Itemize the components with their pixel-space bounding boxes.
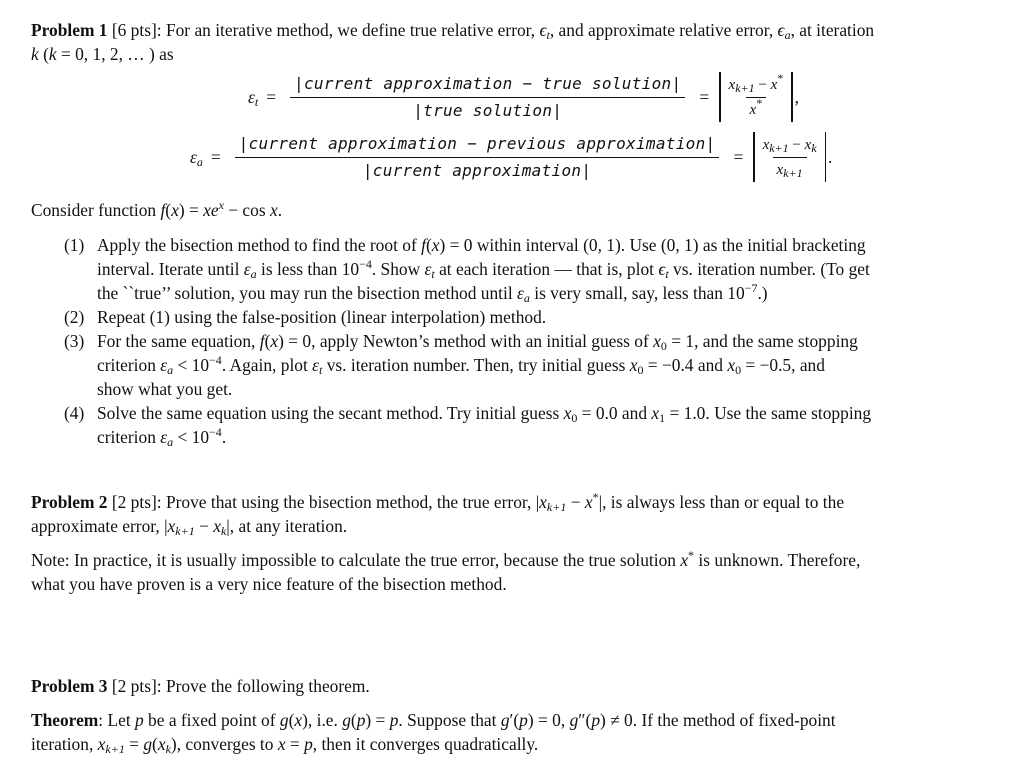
problem1-points: [6 pts] bbox=[111, 20, 157, 40]
theorem-label: Theorem bbox=[31, 710, 99, 730]
problem2-note: Note: In practice, it is usually impossible to calculate the true error, because the true solution x* is unknown. Therefore, what you have proven is a very nice feature of the bisection method. bbox=[31, 548, 861, 594]
eq-t-numerator: |current approximation − true solution| bbox=[290, 73, 685, 98]
problem1-items bbox=[33, 233, 996, 449]
consider-function: Consider function $f(x) = xe^x - \cos x$. bbox=[31, 198, 283, 220]
problem3: Problem 3 [2 pts]: Prove the following theorem. bbox=[31, 676, 370, 696]
equation-true-relative-error: $\varepsilon_t$ = $\frac{\text{|current approximation − true solution|}}{\text{|true solution|}}$ = $\frac{x_{k+1} - x^*}{x^*}$ , bbox=[248, 72, 799, 122]
eq-a-numerator: |current approximation − previous approximation| bbox=[235, 133, 720, 158]
problem3-title: Problem 3 bbox=[31, 676, 108, 696]
problem1-intro: Problem 1 [6 pts]: For an iterative method, we define true relative error, $\epsilon_t$, and approximate relative error, $\epsilon_a$, at iteration k (k = 0, 1, 2, … ) as bbox=[31, 20, 875, 64]
equation-approx-relative-error: $\varepsilon_a$ = $\frac{\text{|current approximation − previous approximation|}}{\text{|current approximation|}}$ = $\frac{x_{k+1} - x_k}{x_{k+1}}$ . bbox=[190, 132, 832, 182]
theorem: Theorem: Let p be a fixed point of g(x), i.e. g(p) = p. Suppose that g′(p) = 0, g″(p) ≠ 0. If the method of fixed-point iteration, $x_{k+1} = g(x_k)$, converges to x = p, then it converges quadratically. bbox=[31, 710, 836, 756]
list-item: (1) Apply the bisection method to find the root of f(x) = 0 within interval (0, 1). Use (0, 1) as the initial bracketing interval. Iterate until $\varepsilon_a$ is less than $10^{-4}$. Show $\varepsilon_t$ at each iteration — that is, plot $\epsilon_t$ vs. iteration number. (To get the ``true’’ solution, you may run the bisection method until $\varepsilon_a$ is very small, say, less than $10^{-7}$.) bbox=[64, 235, 870, 305]
problem2: Problem 2 [2 pts]: Prove that using the bisection method, the true error, $|x_{k+1} - x^*|$, is always less than or equal to the approximate error, $|x_{k+1} - x_k|$, at any iteration. bbox=[31, 490, 845, 538]
list-item: (4) Solve the same equation using the secant method. Try initial guess $x_0 = 0.0$ and $x_1 = 1.0$. Use the same stopping criterion $\varepsilon_a < 10^{-4}$. bbox=[64, 403, 872, 449]
problem1-title: Problem 1 bbox=[31, 20, 108, 40]
list-item: (2) Repeat (1) using the false-position (linear interpolation) method. bbox=[64, 307, 547, 327]
eq-a-denominator: |current approximation| bbox=[362, 160, 592, 180]
eq-t-denominator: |true solution| bbox=[413, 100, 563, 120]
problem2-title: Problem 2 bbox=[31, 492, 108, 512]
list-item: (3) For the same equation, f(x) = 0, apply Newton’s method with an initial guess of $x_0 = 1$, and the same stopping criterion $\varepsilon_a < 10^{-4}$. Again, plot $\varepsilon_t$ vs. iteration number. Then, try initial guess $x_0 = -0.4$ and $x_0 = -0.5$, and show what you get. bbox=[64, 331, 858, 399]
